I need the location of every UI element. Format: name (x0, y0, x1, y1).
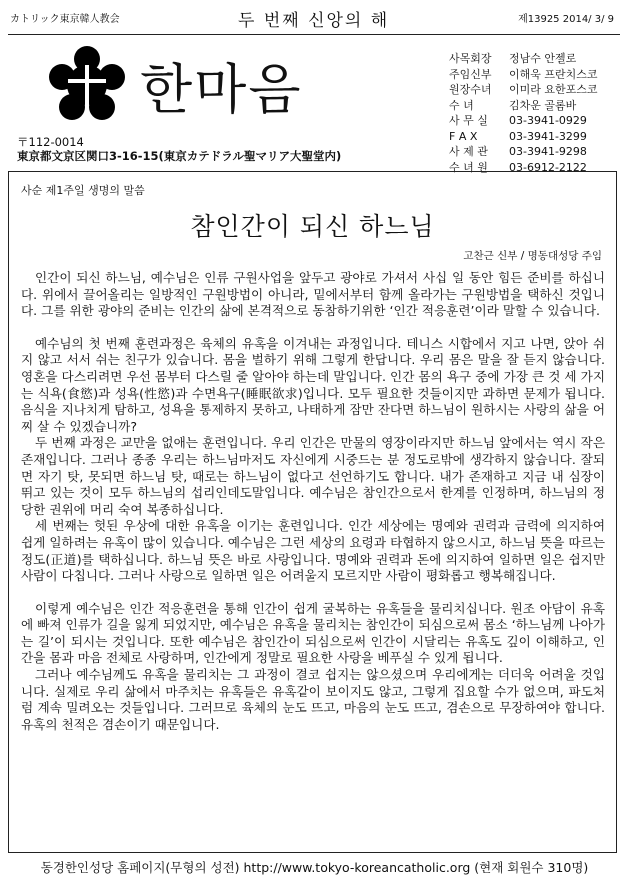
staff-row (449, 129, 598, 145)
staff-value: 김차운 골롬바 (509, 98, 577, 112)
staff-value: 03-6912-2122 (509, 160, 587, 174)
footer-homepage: 동경한인성당 홈페이지(무형의 성전) http://www.tokyo-koreancatholic.org (현재 회원수 310명) (40, 860, 589, 875)
church-logo-icon (48, 45, 126, 123)
staff-row (449, 67, 598, 83)
postal-code: 〒112-0014 (17, 135, 84, 149)
staff-list (449, 51, 598, 175)
church-name-jp: カトリック東京韓人教会 (10, 14, 120, 25)
year-theme: 두 번째 신앙의 해 (238, 11, 390, 31)
article-paragraph: 예수님의 첫 번째 훈련과정은 육체의 유혹을 이겨내는 과정입니다. 테니스 시합에서 지고 나면, 앉아 쉬지 않고 서서 쉬는 친구가 있습니다. 몸을 벌하기 위해 그렇게 한답니다. 우리 몸은 말을 잘 듣지 않습니다. 영혼을 다스리려면 우선 몸부터 다스릴 줄 알아야 하는데 말입니다. 인간 몸의 욕구 중에 가장 큰 것 세 가지는 식욕(食慾)과 성욕(性慾)과 수면욕구(睡眠欲求)입니다. 모두 필요한 것들이지만 과하면 문제가 됩니다. 음식을 지나치게 탐하고, 성욕을 통제하지 못하고, 나태하게 잠만 잔다면 하느님이 원하시는 사랑의 삶을 어찌 살 수 있겠습니까? (21, 335, 605, 434)
article-paragraph: 그러나 예수님께도 유혹을 물리치는 그 과정이 결코 쉽지는 않으셨으며 우리에게는 더더욱 어려울 것입니다. 실제로 우리 삶에서 마주치는 유혹들은 유혹같이 보이지도 않고, 그렇게 집요할 수가 없으며, 파도처럼 계속 밀려오는 것들입니다. 그러므로 육체의 눈도 뜨고, 마음의 눈도 뜨고, 겸손으로 무장하여야 합니다. 유혹의 천적은 겸손이기 때문입니다. (21, 667, 605, 732)
article-paragraph: 이렇게 예수님은 인간 적응훈련을 통해 인간이 쉽게 굴복하는 유혹들을 물리치십니다. 원조 아담이 유혹에 빠져 인류가 길을 잃게 되었지만, 예수님은 유혹을 물리치는 참인간이 되심으로써 몸소 ‘하느님께 나아가는 길’이 되시는 것입니다. 또한 예수님은 참인간이 되심으로써 인간이 시달리는 유혹도 깊이 이해하고, 인간을 몸과 마음 전체로 사랑하며, 인간에게 정말로 필요한 사랑을 베푸실 수 있게 됩니다. (21, 600, 605, 666)
article-paragraph: 두 번째 과정은 교만을 없애는 훈련입니다. 우리 인간은 만물의 영장이라지만 하느님 앞에서는 역시 작은 존재입니다. 그러나 종종 우리는 하느님마저도 자신에게 시중드는 분 정도로밖에 생각하지 않습니다. 잘되면 자기 탓, 못되면 하느님 탓, 때로는 하느님이 없다고 선언하기도 합니다. 내가 존재하고 지금 내 심장이 뛰고 있는 것이 모두 하느님의 섭리인데도말입니다. 예수님은 참인간으로서 한계를 인정하며, 하느님의 정당한 권위에 머리 숙여 복종하십니다. (21, 435, 605, 517)
staff-row (449, 144, 598, 160)
staff-row (449, 82, 598, 98)
article-box (8, 171, 617, 853)
staff-role: 사목회장 (449, 52, 492, 65)
staff-value: 03-3941-0929 (509, 114, 587, 127)
article-author: 고찬근 신부 / 명동대성당 주임 (463, 250, 602, 262)
top-bar (8, 6, 620, 34)
masthead-title: 한마음 (140, 58, 303, 121)
staff-row (449, 51, 598, 67)
staff-value: 03-3941-3299 (509, 129, 587, 143)
staff-role: 원장수녀 (449, 83, 492, 96)
staff-role: 사 제 관 (449, 145, 488, 158)
staff-value: 이미라 요한포스코 (509, 83, 598, 96)
staff-role: 수 녀 (449, 98, 474, 112)
staff-role: 사 무 실 (449, 114, 488, 127)
article-section: 사순 제1주일 생명의 말씀 (21, 184, 145, 197)
article-paragraph: 인간이 되신 하느님, 예수님은 인류 구원사업을 앞두고 광야로 가셔서 사십 일 동안 힘든 준비를 하십니다. 위에서 끌어올리는 일방적인 구원방법이 아니라, 밑에서부터 함께 올라가는 구원방법을 택하신 것입니다. 그를 위한 광야의 준비는 인간의 삶에 본격적으로 동참하기위한 ‘인간 적응훈련’이라 말할 수 있습니다. (21, 270, 605, 319)
article-title: 참인간이 되신 하느님 (190, 212, 435, 241)
street-address: 東京都文京区関口3-16-15(東京カテドラル聖マリア大聖堂内) (17, 149, 342, 163)
address-block (17, 135, 341, 163)
staff-role: 주임신부 (449, 67, 492, 81)
staff-role: 수 녀 원 (449, 160, 488, 174)
staff-row (449, 98, 598, 114)
staff-role: F A X (449, 129, 478, 143)
staff-value: 이해욱 프란치스코 (509, 67, 598, 81)
staff-value: 정남수 안젤로 (509, 52, 577, 65)
issue-date: 제13925 2014/ 3/ 9 (518, 14, 614, 25)
staff-row (449, 113, 598, 129)
article-paragraph: 세 번째는 헛된 우상에 대한 유혹을 이기는 훈련입니다. 인간 세상에는 명예와 권력과 금력에 의지하여 쉽게 일하려는 유혹이 많이 있습니다. 예수님은 그런 세상의 요령과 타협하지 않으시고, 하느님 뜻을 따르는 정도(正道)를 택하십니다. 하느님 뜻은 바로 사랑입니다. 명예와 권력과 돈에 의지하여 일하면 일은 쉽지만 사람이 다칩니다. 그러나 사랑으로 일하면 일은 어려울지 모르지만 사람이 평화롭고 행복해집니다. (21, 518, 605, 584)
top-divider (8, 34, 620, 35)
article-body (21, 270, 605, 733)
staff-value: 03-3941-9298 (509, 145, 587, 158)
